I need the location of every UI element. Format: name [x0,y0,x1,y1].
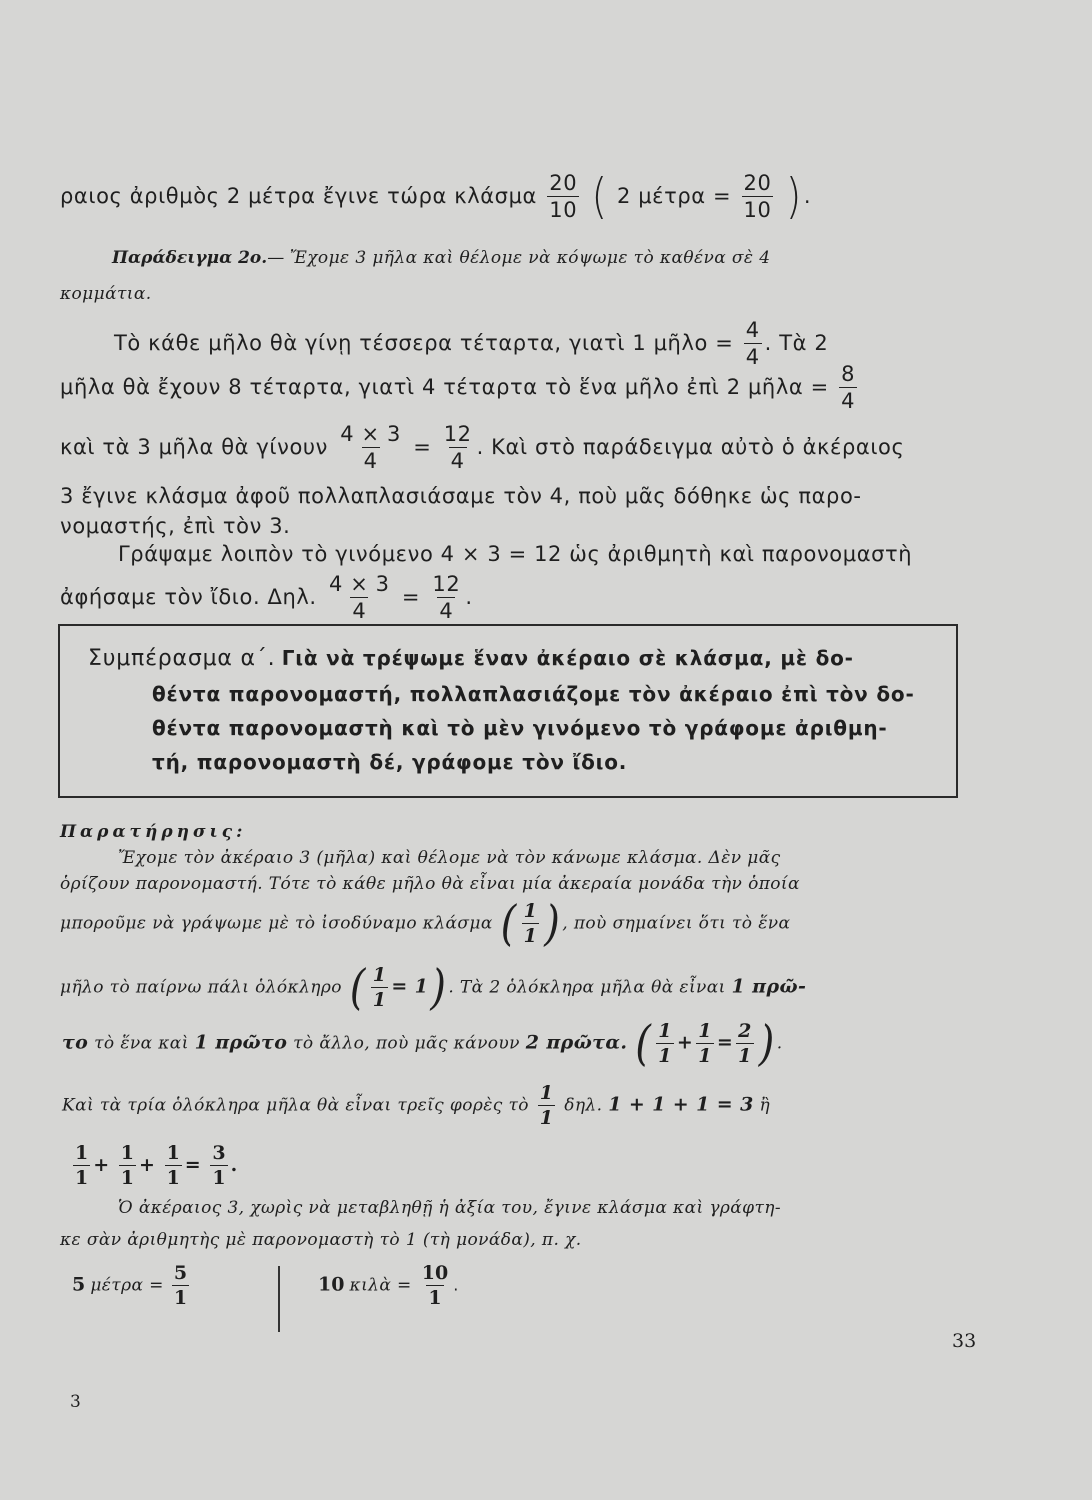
conclusion-line: θέντα παρονομαστὴ καὶ τὸ μὲν γινόμενο τὸ γράφομε ἀριθμη- [152,716,888,740]
fraction: $\frac{8}{4}$ [841,362,856,413]
fraction: $\frac{1}{1}$ [372,964,387,1011]
fraction: $\frac{1}{1}$ [539,1082,554,1129]
remark-line: μποροῦμε νὰ γράψωμε μὲ τὸ ἰσοδύναμο κλάσμα ( $\frac{1}{1}$ ) , ποὺ σημαίνει ὅτι τὸ ἕνα [60,896,791,952]
example-text: κομμάτια. [60,284,152,304]
signature-mark: 3 [70,1392,81,1412]
conclusion-line: τή, παρονομαστὴ δέ, γράφομε τὸν ἴδιο. [152,750,628,774]
paragraph-line: μῆλα θὰ ἔχουν 8 τέταρτα, γιατὶ 4 τέταρτα τὸ ἕνα μῆλο ἐπὶ 2 μῆλα = $\frac{8}{4}$ [60,362,856,413]
fraction: $\frac{20}{10}$ [549,171,578,222]
paragraph-line: καὶ τὰ 3 μῆλα θὰ γίνουν $\frac{4 \times 3}{4}$ = $\frac{12}{4}$ . Καὶ στὸ παράδειγμα αὐτὸ ὁ ἀκέραιος [60,422,905,473]
paragraph-line: 3 ἔγινε κλάσμα ἀφοῦ πολλαπλασιάσαμε τὸν 4, ποὺ μᾶς δόθηκε ὡς παρο- [60,484,862,508]
fraction: $\frac{4}{4}$ [745,318,760,369]
fraction: $\frac{20}{10}$ [743,171,772,222]
fraction: $\frac{1}{1}$ [658,1020,672,1067]
fraction: $\frac{5}{1}$ [173,1262,188,1309]
page-number: 33 [952,1330,977,1352]
fraction: $\frac{12}{4}$ [443,422,472,473]
paragraph-line: Τὸ κάθε μῆλο θὰ γίνῃ τέσσερα τέταρτα, γιατὶ 1 μῆλο = $\frac{4}{4}$ . Τὰ 2 [114,318,829,369]
fraction: $\frac{2}{1}$ [738,1020,752,1067]
continued-line: ραιος ἀριθμὸς 2 μέτρα ἔγινε τώρα κλάσμα $\frac{20}{10}$ ( 2 μέτρα = $\frac{20}{10}$ ). [60,169,812,225]
conclusion-line: Συμπέρασμα α΄. Γιὰ νὰ τρέψωμε ἕναν ἀκέραιο σὲ κλάσμα, μὲ δο- [88,646,854,671]
fraction: $\frac{4 \times 3}{4}$ [340,422,401,473]
conclusion-line: θέντα παρονομαστή, πολλαπλασιάζομε τὸν ἀκέραιο ἐπὶ τὸν δο- [152,682,915,706]
fraction: $\frac{1}{1}$ [166,1142,180,1189]
paragraph-line: Γράψαμε λοιπὸν τὸ γινόμενο 4 × 3 = 12 ὡς ἀριθμητὴ καὶ παρονομαστὴ [118,542,913,566]
remark-line: Ὁ ἀκέραιος 3, χωρὶς νὰ μεταβληθῇ ἡ ἀξία του, ἔγινε κλάσμα καὶ γράφτη- [118,1198,781,1218]
fraction: $\frac{1}{1}$ [75,1142,89,1189]
fraction: $\frac{10}{1}$ [421,1262,449,1309]
conclusion-box [58,624,958,798]
example-heading-line: Παράδειγμα 2ο.— Ἔχομε 3 μῆλα καὶ θέλομε νὰ κόψωμε τὸ καθένα σὲ 4 [112,248,771,268]
paragraph-line: νομαστής, ἐπὶ τὸν 3. [60,514,291,538]
example-heading: Παράδειγμα 2ο. [112,248,268,268]
remark-line: Ἔχομε τὸν ἀκέραιο 3 (μῆλα) καὶ θέλομε νὰ τὸν κάνωμε κλάσμα. Δὲν μᾶς [118,848,781,868]
conclusion-heading: Συμπέρασμα α΄. [88,646,276,671]
fraction: $\frac{4 \times 3}{4}$ [328,572,390,623]
remark-line: μῆλο τὸ παίρνω πάλι ὁλόκληρο ( $\frac{1}{1}$ = 1) . Τὰ 2 ὁλόκληρα μῆλα θὰ εἶναι 1 πρῶ- [60,960,807,1016]
example-kilos: 10 κιλὰ = $\frac{10}{1}$ . [318,1262,459,1309]
remark-heading: Παρατήρησις: [60,822,247,842]
remark-line: ὁρίζουν παρονομαστή. Τότε τὸ κάθε μῆλο θὰ εἶναι μία ἀκεραία μονάδα τὴν ὁποία [60,874,800,894]
example-meters: 5 μέτρα = $\frac{5}{1}$ [72,1262,188,1309]
fraction: $\frac{3}{1}$ [212,1142,226,1189]
fraction: $\frac{1}{1}$ [523,900,538,947]
remark-line: κε σὰν ἀριθμητὴς μὲ παρονομαστὴ τὸ 1 (τὴ μονάδα), π. χ. [60,1230,582,1250]
column-divider [278,1266,280,1332]
fraction: $\frac{1}{1}$ [120,1142,135,1189]
equation-line: $\frac{1}{1}$ + $\frac{1}{1}$ + $\frac{1}{1}$ = $\frac{3}{1}$ . [75,1142,238,1189]
fraction: $\frac{12}{4}$ [432,572,461,623]
remark-line: Καὶ τὰ τρία ὁλόκληρα μῆλα θὰ εἶναι τρεῖς φορὲς τὸ $\frac{1}{1}$ δηλ. 1 + 1 + 1 = 3 ἢ [62,1082,771,1129]
fraction: $\frac{1}{1}$ [698,1020,712,1067]
paragraph-line: ἀφήσαμε τὸν ἴδιο. Δηλ. $\frac{4 \times 3}{4}$ = $\frac{12}{4}$ . [60,572,473,623]
remark-line: το τὸ ἕνα καὶ 1 πρῶτο τὸ ἄλλο, ποὺ μᾶς κάνουν 2 πρῶτα. ( $\frac{1}{1}$ + $\frac{1}{1}$ = $\frac{2}{1}$ ) . [62,1016,783,1072]
